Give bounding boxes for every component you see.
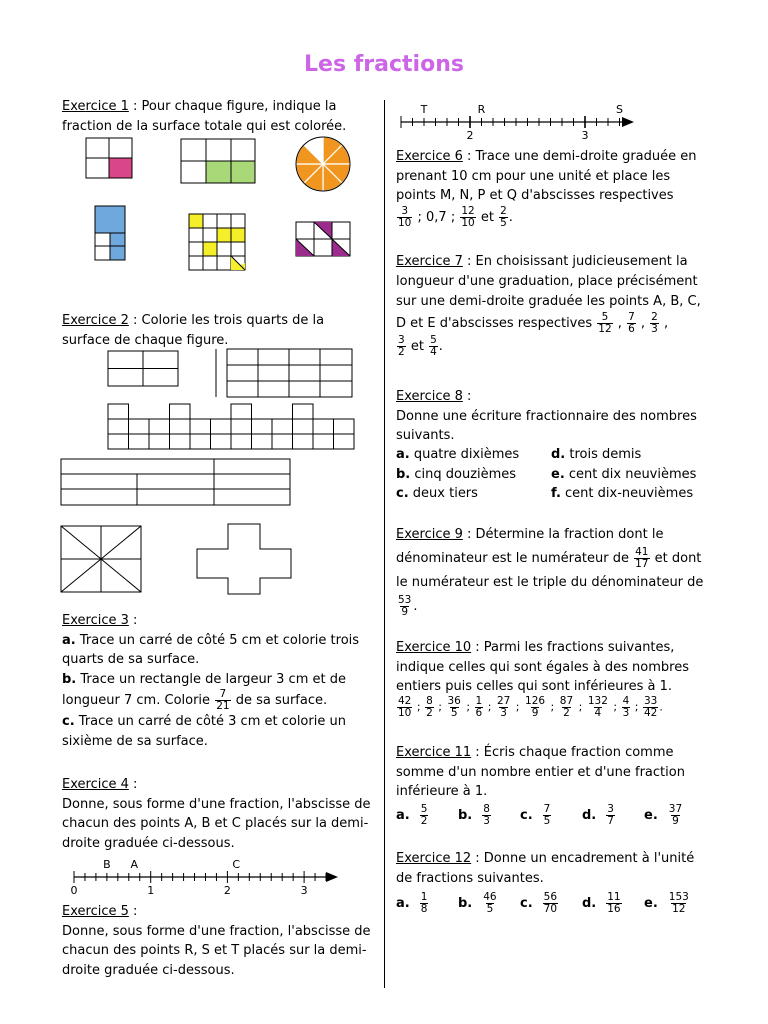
ex9-f1-den: 17 bbox=[635, 558, 649, 570]
grid-cell bbox=[203, 228, 217, 242]
ex7-text: : En choisissant judicieusement la longueur d'une graduation, place précisément sur une demi-droite graduée les points A, B, C, D et E d'abscisses respectives bbox=[396, 254, 701, 331]
ex6-heading: Exercice 6 bbox=[396, 149, 463, 164]
ex8-item bbox=[396, 445, 519, 465]
ex5-colon: : bbox=[128, 904, 138, 919]
ex2-figure-1 bbox=[108, 351, 180, 389]
ex7-f1-num: 5 bbox=[601, 311, 609, 323]
grid-cell bbox=[189, 256, 203, 270]
ex8-text: Donne une écriture fractionnaire des nombres suivants. bbox=[396, 408, 697, 443]
ex8-item-label: e. bbox=[551, 466, 565, 482]
ex10-fraction: $\frac{4}{3}$ bbox=[622, 695, 630, 719]
ex1-text: : Pour chaque figure, indique la fraction de la surface totale qui est colorée. bbox=[62, 99, 347, 134]
grid-cell bbox=[203, 256, 217, 270]
ex11items-item: d. $\frac{3}{7}$ bbox=[582, 803, 614, 827]
ex2-heading: Exercice 2 bbox=[62, 313, 129, 328]
ex4-text: Donne, sous forme d'une fraction, l'abscisse de chacun des points A, B et C placés sur la demi-droite graduée ci-dessous. bbox=[62, 796, 371, 851]
point-label: A bbox=[130, 858, 139, 871]
ex2-figure-3 bbox=[108, 404, 356, 452]
ex7-end: . bbox=[438, 339, 443, 354]
ex1-figure-1 bbox=[86, 138, 134, 180]
grid-cell bbox=[203, 242, 217, 256]
ex9-heading: Exercice 9 bbox=[396, 527, 463, 542]
ex2-text: : Colorie les trois quarts de la surface de chaque figure. bbox=[62, 313, 325, 348]
ex3-colon: : bbox=[128, 613, 138, 628]
ex10-separator: ; bbox=[631, 700, 642, 714]
ex10-fraction: $\frac{8}{2}$ bbox=[426, 695, 433, 719]
ex8-item-label: a. bbox=[396, 447, 410, 462]
ex6-frac-2 bbox=[460, 206, 475, 229]
ex10-separator: ; bbox=[462, 700, 474, 714]
ex7-f3-num: 2 bbox=[651, 311, 658, 323]
ex2-figure-divider bbox=[215, 349, 219, 399]
ex7-f5-den: 4 bbox=[430, 346, 437, 358]
ex8-item-text: trois demis bbox=[565, 447, 642, 462]
ex4-number-line bbox=[66, 855, 346, 895]
ex7-heading: Exercice 7 bbox=[396, 254, 463, 269]
ex10-separator: ; bbox=[575, 700, 586, 714]
ex5-number-line bbox=[392, 100, 642, 140]
ex6-mid: ; 0,7 ; bbox=[413, 209, 460, 225]
ex2-statement bbox=[62, 311, 372, 350]
ex3-a-text: Trace un carré de côté 5 cm et colorie trois quarts de sa surface. bbox=[62, 632, 360, 667]
ex11items-item: e. $\frac{37}{9}$ bbox=[644, 803, 683, 827]
ex8-item-text: quatre dixièmes bbox=[409, 447, 520, 462]
ex7-frac-2 bbox=[627, 312, 636, 335]
ex8-item-text: cent dix-neuvièmes bbox=[560, 486, 694, 501]
ex11-heading: Exercice 11 bbox=[396, 745, 472, 760]
grid-cell bbox=[231, 242, 245, 256]
ex3-b-den: 21 bbox=[216, 700, 230, 712]
grid-cell bbox=[189, 228, 203, 242]
tick-label: 0 bbox=[70, 884, 78, 897]
ex12items-item: e. $\frac{153}{12}$ bbox=[644, 891, 689, 915]
ex3-b-text2: de sa surface. bbox=[231, 693, 328, 708]
point-label: C bbox=[232, 858, 241, 871]
ex2-figure-6 bbox=[197, 524, 293, 596]
ex12items-item: a. $\frac{1}{8}$ bbox=[396, 891, 428, 915]
grid-cell bbox=[217, 214, 231, 228]
grid-cell bbox=[217, 242, 231, 256]
ex3-b-fraction bbox=[215, 689, 230, 712]
ex6-statement bbox=[396, 147, 714, 229]
ex6-f2-num: 12 bbox=[461, 204, 475, 217]
grid-cell bbox=[231, 214, 245, 228]
ex10-separator: ; bbox=[434, 700, 446, 714]
ex7-f3-den: 3 bbox=[651, 323, 658, 335]
ex1-figure-5 bbox=[189, 214, 249, 272]
ex3-c-label: c. bbox=[62, 714, 75, 729]
ex2-figure-5 bbox=[61, 526, 143, 594]
ex11-text: : Écris chaque fraction comme somme d'un nombre entier et d'une fraction inférieure à 1. bbox=[396, 745, 685, 799]
ex3-b-text1: Trace un rectangle de largeur 3 cm et de longueur 7 cm. Colorie bbox=[62, 671, 346, 708]
tick-label: 3 bbox=[581, 129, 589, 142]
ex5-heading: Exercice 5 bbox=[62, 904, 129, 919]
ex10-fraction: $\frac{36}{5}$ bbox=[447, 695, 461, 719]
ex8-item-text: cent dix neuvièmes bbox=[564, 466, 697, 482]
ex7-frac-3 bbox=[650, 312, 659, 335]
ex10-separator: ; bbox=[609, 700, 621, 714]
ex10-fraction-list bbox=[396, 696, 726, 719]
ex10-fraction: $\frac{126}{9}$ bbox=[525, 695, 546, 719]
ex9-statement bbox=[396, 523, 714, 619]
ex1-figure-4 bbox=[95, 206, 127, 262]
ex7-et: et bbox=[406, 339, 429, 354]
grid-cell bbox=[189, 214, 203, 228]
ex7-f4-den: 2 bbox=[398, 346, 405, 358]
column-divider bbox=[384, 100, 385, 988]
ex9-text-1: : Détermine la fraction dont le dénominateur est le numérateur de bbox=[396, 527, 664, 566]
ex12items-item: b. $\frac{46}{5}$ bbox=[458, 891, 497, 915]
ex5-text: Donne, sous forme d'une fraction, l'abscisse de chacun des points R, S et T placés sur la demi-droite graduée ci-dessous. bbox=[62, 923, 371, 978]
ex6-text: : Trace une demi-droite graduée en prenant 10 cm pour une unité et place les points M, N, P et Q d'abscisses respectives bbox=[396, 149, 697, 203]
tick-label: 2 bbox=[223, 884, 231, 897]
ex10-heading: Exercice 10 bbox=[396, 640, 472, 655]
ex10-fraction: $\frac{132}{4}$ bbox=[587, 695, 608, 719]
ex3-c-text: Trace un carré de côté 3 cm et colorie un sixième de sa surface. bbox=[62, 714, 346, 749]
ex6-et: et bbox=[476, 209, 499, 225]
ex12-statement bbox=[396, 849, 714, 888]
ex8-item-label: f. bbox=[551, 486, 561, 501]
ex10-separator: . bbox=[659, 700, 663, 714]
ex7-f2-num: 7 bbox=[628, 311, 635, 323]
ex10-fraction: $\frac{27}{3}$ bbox=[496, 695, 511, 719]
ex8-item-label: c. bbox=[396, 486, 409, 501]
ex12-text: : Donne un encadrement à l'unité de fractions suivantes. bbox=[396, 851, 695, 886]
ex7-f1-den: 12 bbox=[598, 323, 612, 335]
ex3-b-num: 7 bbox=[219, 688, 227, 700]
ex8-item bbox=[396, 465, 516, 485]
ex11items-item: c. $\frac{7}{5}$ bbox=[520, 803, 551, 827]
ex8-item bbox=[551, 445, 641, 465]
grid-cell bbox=[217, 256, 231, 270]
ex1-figure-2 bbox=[181, 139, 257, 185]
ex10-fraction: $\frac{33}{42}$ bbox=[643, 695, 658, 719]
ex8-item-label: b. bbox=[396, 466, 411, 482]
ex7-frac-4 bbox=[397, 335, 406, 358]
ex7-f5-num: 5 bbox=[430, 334, 437, 346]
ex6-frac-1 bbox=[397, 206, 412, 229]
ex6-end: . bbox=[508, 209, 513, 225]
ex4-heading: Exercice 4 bbox=[62, 777, 129, 792]
tick-label: 2 bbox=[466, 129, 474, 142]
ex3-statement bbox=[62, 611, 374, 751]
ex10-separator: ; bbox=[413, 700, 425, 714]
ex9-frac-2 bbox=[397, 595, 412, 618]
ex3-heading: Exercice 3 bbox=[62, 613, 129, 628]
tick-label: 1 bbox=[147, 884, 155, 897]
ex8-heading: Exercice 8 bbox=[396, 389, 463, 404]
ex9-text-2: et dont le numérateur est le triple du dénominateur de bbox=[396, 551, 704, 590]
point-label: T bbox=[420, 103, 428, 116]
ex1-figure-3 bbox=[294, 136, 354, 194]
ex12items-item: c. $\frac{56}{70}$ bbox=[520, 891, 558, 915]
ex10-fraction: $\frac{1}{6}$ bbox=[475, 695, 483, 719]
ex3-a-label: a. bbox=[62, 632, 76, 648]
ex8-item bbox=[551, 484, 693, 504]
ex8-colon: : bbox=[462, 389, 472, 404]
ex9-f1-num: 41 bbox=[635, 546, 649, 558]
ex7-sep-1: , bbox=[613, 316, 627, 331]
ex6-f1-den: 10 bbox=[398, 216, 412, 229]
ex2-figure-4 bbox=[61, 459, 293, 507]
ex7-frac-1 bbox=[597, 312, 612, 335]
ex6-f3-num: 2 bbox=[500, 204, 507, 217]
ex7-frac-5 bbox=[429, 335, 438, 358]
ex10-separator: ; bbox=[484, 700, 495, 714]
ex8-item-label: d. bbox=[551, 447, 566, 462]
ex8-item-text: cinq douzièmes bbox=[410, 466, 517, 482]
ex12items-item: d. $\frac{11}{16}$ bbox=[582, 891, 621, 915]
ex4-colon: : bbox=[128, 777, 138, 792]
ex10-fraction: $\frac{87}{2}$ bbox=[559, 695, 574, 719]
ex1-statement bbox=[62, 97, 372, 136]
ex5-statement bbox=[62, 902, 372, 980]
ex6-f2-den: 10 bbox=[461, 216, 475, 229]
ex12-heading: Exercice 12 bbox=[396, 851, 472, 866]
ex7-f4-num: 3 bbox=[398, 334, 405, 346]
ex8-item bbox=[396, 484, 478, 504]
ex4-statement bbox=[62, 775, 372, 853]
grid-cell bbox=[231, 228, 245, 242]
ex10-separator: ; bbox=[547, 700, 558, 714]
ex7-sep-2: , bbox=[636, 316, 650, 331]
point-label: B bbox=[103, 858, 111, 871]
ex11items-item: b. $\frac{8}{3}$ bbox=[458, 803, 490, 827]
tick-label: 3 bbox=[300, 884, 308, 897]
ex9-f2-num: 53 bbox=[398, 594, 412, 606]
ex2-figure-2 bbox=[227, 349, 355, 399]
ex7-f2-den: 6 bbox=[628, 323, 635, 335]
grid-cell bbox=[203, 214, 217, 228]
ex1-heading: Exercice 1 bbox=[62, 99, 129, 114]
ex6-frac-3 bbox=[499, 206, 508, 229]
ex10-statement bbox=[396, 638, 714, 697]
ex7-statement bbox=[396, 252, 714, 358]
ex8-statement bbox=[396, 387, 714, 446]
ex9-end: . bbox=[413, 599, 418, 614]
ex11-statement bbox=[396, 743, 714, 802]
ex11items-item: a. $\frac{5}{2}$ bbox=[396, 803, 428, 827]
ex3-b-label: b. bbox=[62, 671, 77, 687]
point-label: R bbox=[477, 103, 486, 116]
ex6-f1-num: 3 bbox=[401, 204, 409, 217]
ex8-item bbox=[551, 465, 696, 485]
grid-cell bbox=[217, 228, 231, 242]
ex10-text: : Parmi les fractions suivantes, indique celles qui sont égales à des nombres entiers puis celles qui sont inférieures à 1. bbox=[396, 640, 689, 694]
page-title: Les fractions bbox=[304, 52, 464, 77]
ex8-item-text: deux tiers bbox=[408, 486, 478, 501]
ex1-figure-6 bbox=[296, 222, 352, 258]
point-label: S bbox=[616, 103, 623, 116]
ex10-fraction: $\frac{42}{10}$ bbox=[398, 695, 412, 719]
ex9-f2-den: 9 bbox=[401, 606, 409, 618]
ex9-frac-1 bbox=[634, 547, 649, 570]
grid-cell bbox=[189, 242, 203, 256]
ex7-sep-3: , bbox=[659, 316, 669, 331]
ex10-separator: ; bbox=[512, 700, 524, 714]
ex6-f3-den: 5 bbox=[500, 216, 507, 229]
